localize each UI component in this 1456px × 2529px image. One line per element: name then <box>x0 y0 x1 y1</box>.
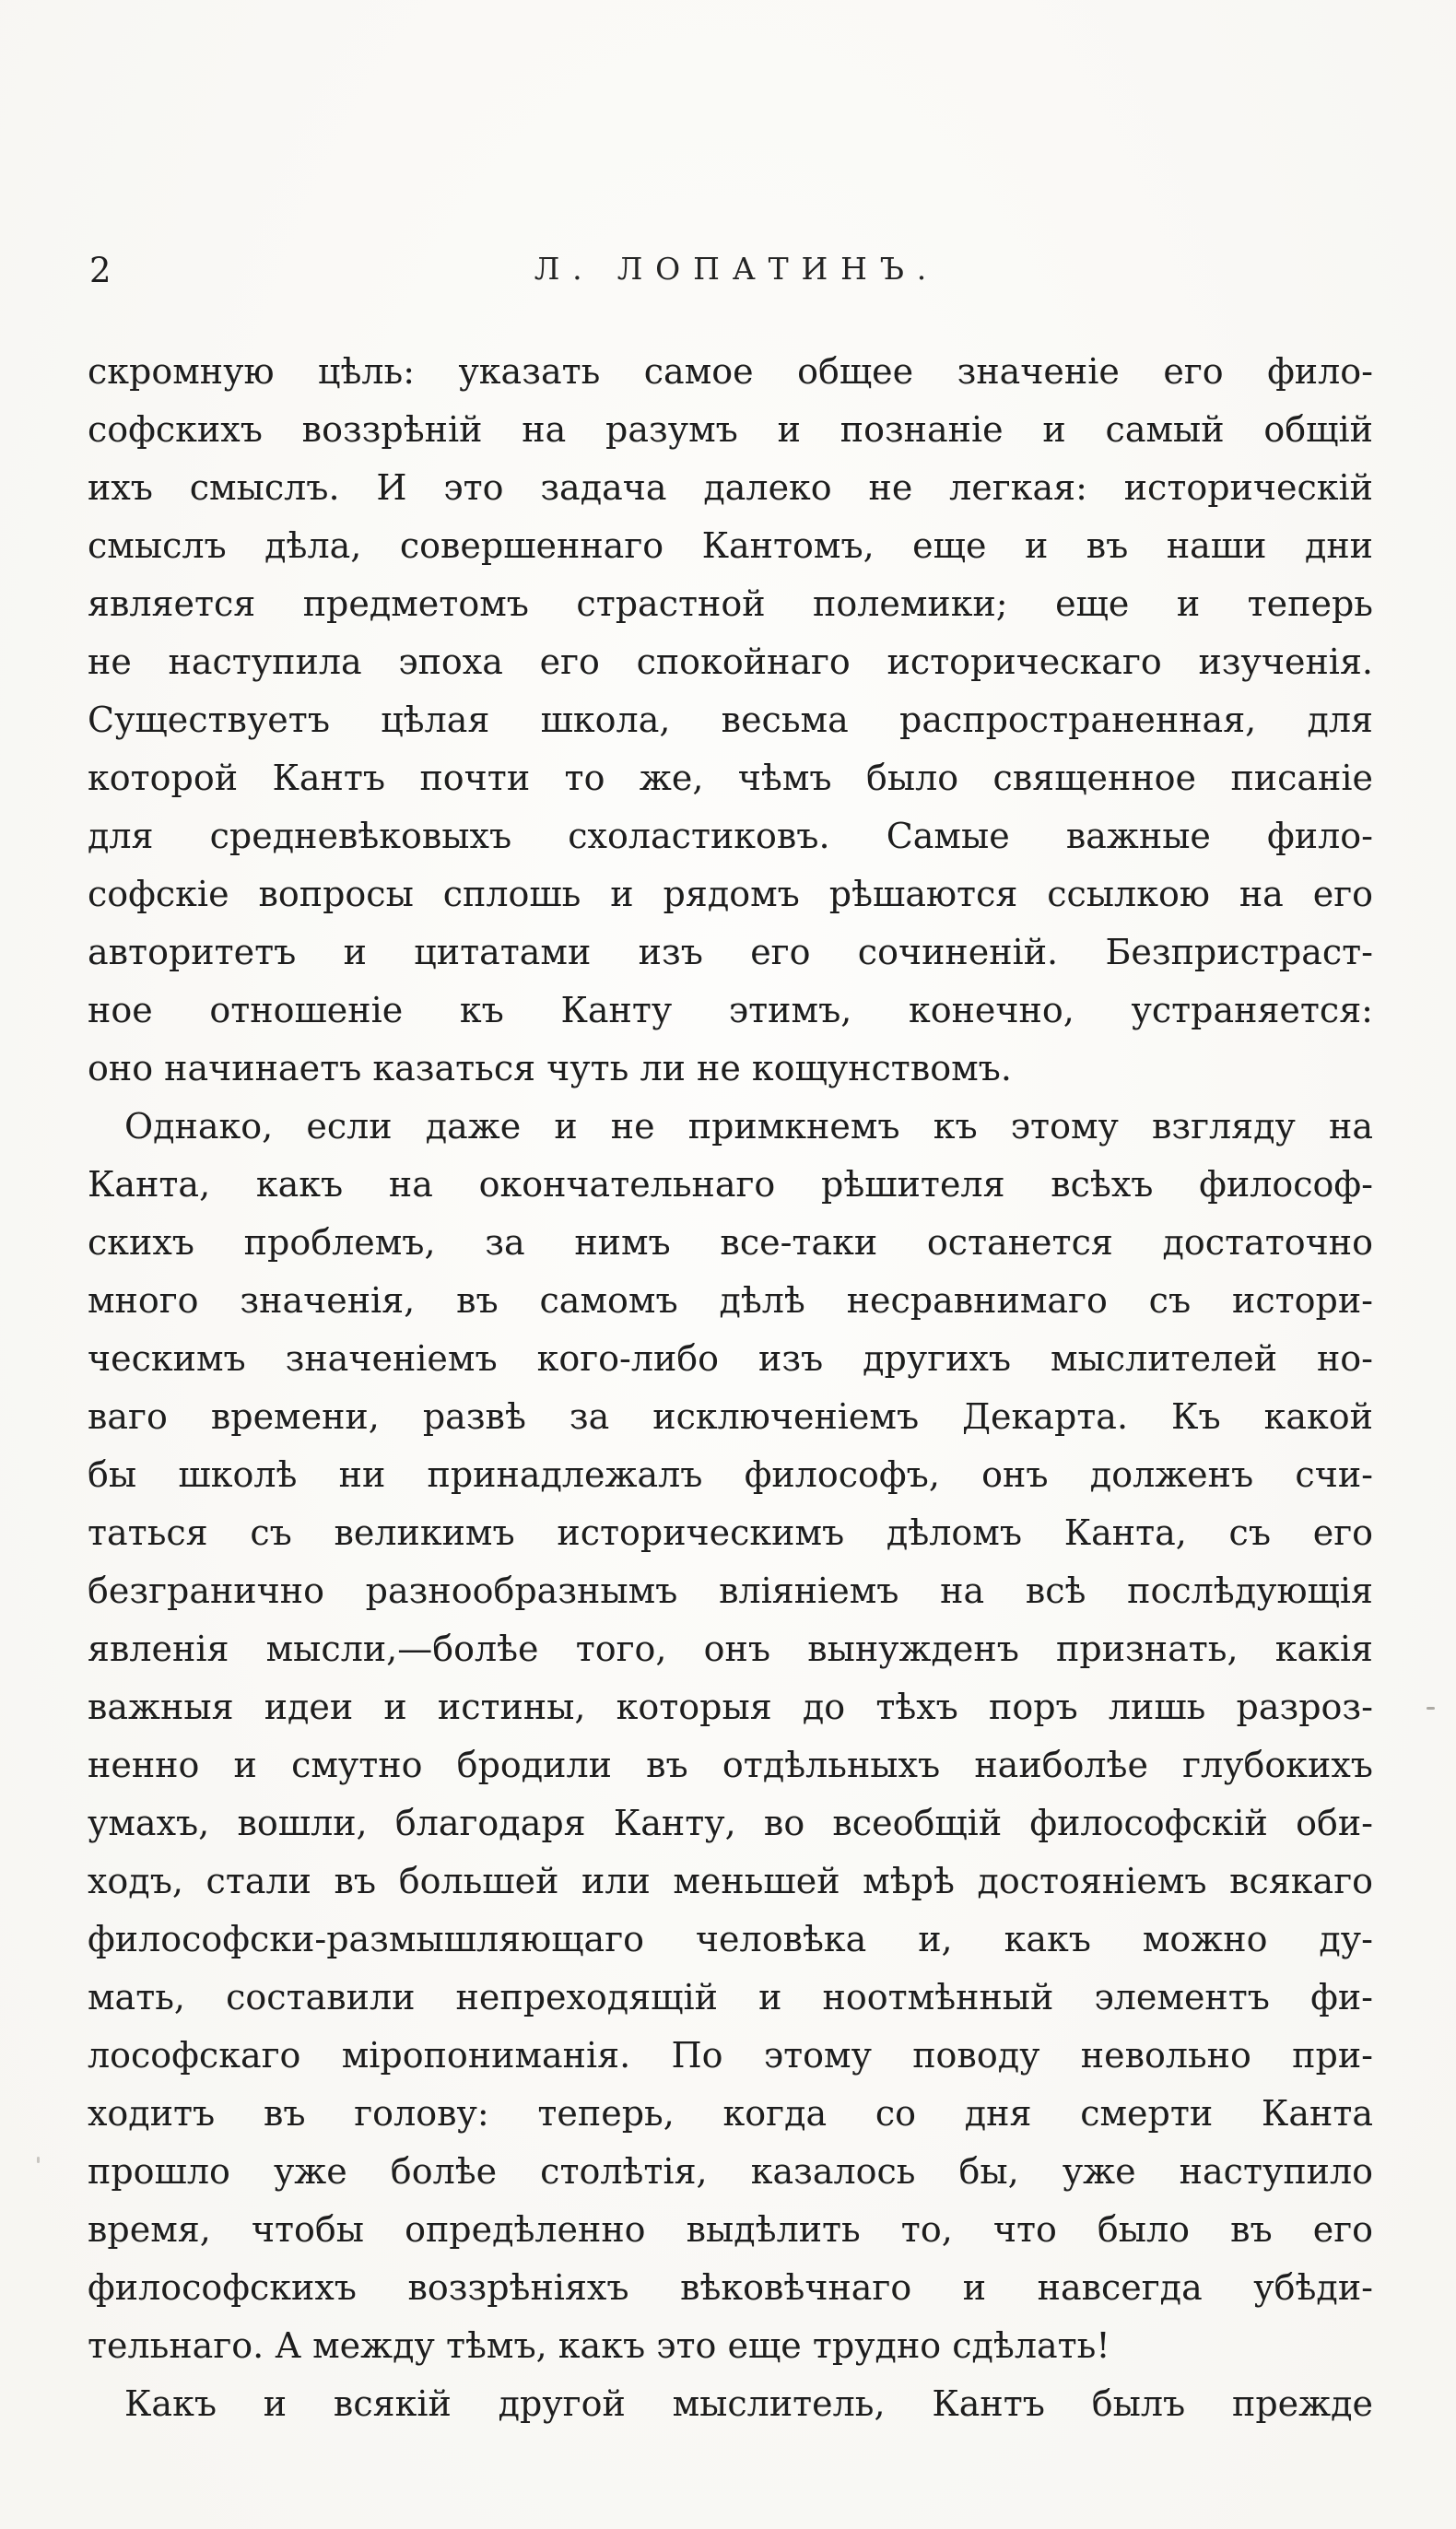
text-line: ненно и смутно бродили въ отдѣльныхъ наиболѣе глубокихъ <box>88 1745 1373 1785</box>
paragraph <box>88 1098 1373 2375</box>
text-line: оно начинаетъ казаться чуть ли не кощунствомъ. <box>88 1048 1012 1088</box>
text-line: ческимъ значеніемъ кого-либо изъ другихъ мыслителей но- <box>88 1338 1373 1379</box>
text-line: является предметомъ страстной полемики; еще и теперь <box>88 583 1373 624</box>
body-text <box>88 343 1373 2433</box>
text-line: мать, составили непреходящій и ноотмѣнный элементъ фи- <box>88 1977 1373 2017</box>
text-line: Существуетъ цѣлая школа, весьма распространенная, для <box>88 700 1373 740</box>
text-line: ходъ, стали въ большей или меньшей мѣрѣ достояніемъ всякаго <box>88 1861 1373 1901</box>
scan-speck <box>1427 1707 1435 1710</box>
text-line: скромную цѣль: указать самое общее значеніе его фило- <box>88 351 1373 392</box>
text-line: явленія мысли,—болѣе того, онъ вынужденъ признать, какія <box>88 1629 1373 1669</box>
text-line: Канта, какъ на окончательнаго рѣшителя всѣхъ философ- <box>88 1164 1373 1205</box>
text-line: софскихъ воззрѣній на разумъ и познаніе и самый общій <box>88 409 1373 450</box>
text-line: смыслъ дѣла, совершеннаго Кантомъ, еще и въ наши дни <box>88 525 1373 566</box>
text-line: безгранично разнообразнымъ вліяніемъ на всѣ послѣдующія <box>88 1570 1373 1611</box>
text-line: ходитъ въ голову: теперь, когда со дня смерти Канта <box>88 2093 1373 2134</box>
text-line: бы школѣ ни принадлежалъ философъ, онъ долженъ счи- <box>88 1454 1373 1495</box>
scan-speck <box>776 2407 780 2411</box>
text-line: прошло уже болѣе столѣтія, казалось бы, уже наступило <box>88 2151 1373 2192</box>
text-line: скихъ проблемъ, за нимъ все-таки останется достаточно <box>88 1222 1373 1263</box>
text-line: софскіе вопросы сплошь и рядомъ рѣшаются ссылкою на его <box>88 874 1373 914</box>
text-line: ное отношеніе къ Канту этимъ, конечно, устраняется: <box>88 990 1373 1030</box>
page-header <box>88 251 1373 295</box>
text-line: авторитетъ и цитатами изъ его сочиненій. Безпристраст- <box>88 932 1373 972</box>
running-header-title: Л. ЛОПАТИНЪ. <box>534 251 940 287</box>
paragraph <box>88 2375 1373 2433</box>
text-line: философскихъ воззрѣніяхъ вѣковѣчнаго и навсегда убѣди- <box>88 2267 1373 2308</box>
text-line: ихъ смыслъ. И это задача далеко не легкая: историческій <box>88 467 1373 508</box>
text-line: таться съ великимъ историческимъ дѣломъ Канта, съ его <box>88 1512 1373 1553</box>
text-line: время, чтобы опредѣленно выдѣлить то, что было въ его <box>88 2209 1373 2250</box>
text-line: для средневѣковыхъ схоластиковъ. Самые важные фило- <box>88 816 1373 856</box>
text-line: важныя идеи и истины, которыя до тѣхъ поръ лишь разроз- <box>88 1687 1373 1727</box>
text-line: много значенія, въ самомъ дѣлѣ несравнимаго съ истори- <box>88 1280 1373 1321</box>
paragraph <box>88 343 1373 1098</box>
text-line: не наступила эпоха его спокойнаго историческаго изученія. <box>88 641 1373 682</box>
text-line: Однако, если даже и не примкнемъ къ этому взгляду на <box>124 1106 1373 1147</box>
text-line: лософскаго міропониманія. По этому поводу невольно при- <box>88 2035 1373 2076</box>
text-line: философски-размышляющаго человѣка и, какъ можно ду- <box>88 1919 1373 1959</box>
text-line: которой Кантъ почти то же, чѣмъ было священное писаніе <box>88 758 1373 798</box>
page-number: 2 <box>89 251 112 290</box>
text-line: ваго времени, развѣ за исключеніемъ Декарта. Къ какой <box>88 1396 1373 1437</box>
text-line: тельнаго. А между тѣмъ, какъ это еще трудно сдѣлать! <box>88 2325 1110 2366</box>
text-line: Какъ и всякій другой мыслитель, Кантъ былъ прежде <box>124 2383 1373 2424</box>
scan-speck <box>37 2157 40 2163</box>
text-line: умахъ, вошли, благодаря Канту, во всеобщій философскій оби- <box>88 1803 1373 1843</box>
